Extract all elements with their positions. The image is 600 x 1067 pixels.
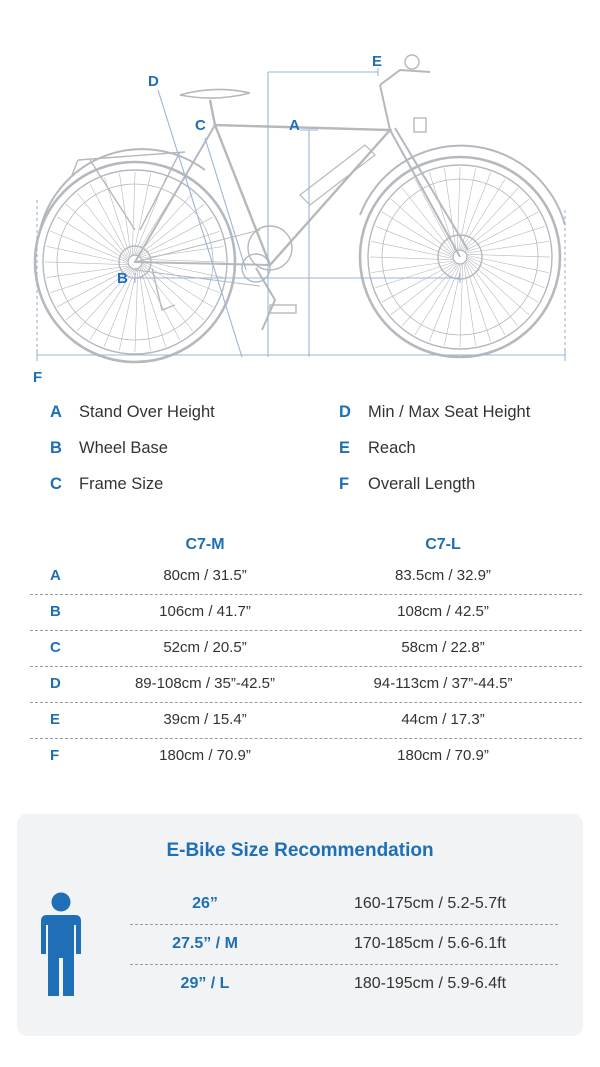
- legend-item-f: [339, 475, 475, 494]
- legend-label: Overall Length: [368, 475, 476, 493]
- value-l: 83.5cm / 32.9”: [395, 567, 491, 584]
- value-l: 94-113cm / 37”-44.5”: [373, 675, 513, 692]
- legend-item-d: [339, 403, 530, 422]
- size-recommendation-panel: [17, 814, 583, 1036]
- value-m: 80cm / 31.5”: [163, 567, 247, 584]
- value-l: 108cm / 42.5”: [397, 603, 489, 620]
- column-header-m: C7-M: [185, 536, 225, 553]
- value-l: 44cm / 17.3”: [401, 711, 485, 728]
- legend-letter: E: [339, 439, 351, 457]
- legend-letter: A: [50, 403, 62, 421]
- legend-letter: C: [50, 475, 62, 493]
- label-c: C: [195, 117, 206, 134]
- legend-label: Frame Size: [79, 475, 164, 493]
- legend-letter: D: [339, 403, 351, 421]
- table-row: [30, 558, 582, 595]
- label-e: E: [372, 53, 383, 70]
- value-l: 180cm / 70.9”: [397, 747, 489, 764]
- bike-size: 27.5” / M: [172, 935, 238, 952]
- table-row: [30, 666, 582, 703]
- table-row: [30, 630, 582, 667]
- bike-illustration: [35, 55, 565, 362]
- legend-item-b: [50, 439, 168, 458]
- row-label: C: [50, 639, 61, 656]
- table-row: [30, 702, 582, 739]
- value-m: 89-108cm / 35”-42.5”: [134, 675, 276, 692]
- value-l: 58cm / 22.8”: [401, 639, 485, 656]
- recommendation-title: E-Bike Size Recommendation: [166, 840, 434, 861]
- value-m: 52cm / 20.5”: [163, 639, 247, 656]
- legend-item-e: [339, 439, 416, 458]
- bike-geometry-diagram: [0, 0, 600, 390]
- table-row: [130, 924, 558, 965]
- value-m: 39cm / 15.4”: [163, 711, 247, 728]
- table-row: [130, 964, 558, 1004]
- legend-label: Reach: [368, 439, 416, 457]
- legend-item-c: [50, 475, 163, 494]
- row-label: F: [50, 747, 60, 764]
- bike-size: 29” / L: [180, 975, 230, 992]
- rider-height: 160-175cm / 5.2-5.7ft: [353, 895, 507, 912]
- table-row: [130, 884, 558, 925]
- value-m: 180cm / 70.9”: [159, 747, 251, 764]
- row-label: D: [50, 675, 61, 692]
- legend-item-a: [50, 403, 215, 422]
- row-label: B: [50, 603, 61, 620]
- label-b: B: [117, 270, 128, 287]
- legend-label: Wheel Base: [79, 439, 168, 457]
- table-row: [30, 738, 582, 774]
- label-d: D: [148, 73, 159, 90]
- legend-letter: F: [339, 475, 350, 493]
- bike-size: 26”: [192, 895, 218, 912]
- value-m: 106cm / 41.7”: [159, 603, 251, 620]
- row-label: E: [50, 711, 61, 728]
- row-label: A: [50, 567, 61, 584]
- rider-height: 180-195cm / 5.9-6.4ft: [353, 975, 507, 992]
- dimension-labels: [33, 53, 382, 386]
- rider-height: 170-185cm / 5.6-6.1ft: [353, 935, 507, 952]
- legend-letter: B: [50, 439, 62, 457]
- label-a: A: [289, 117, 300, 134]
- label-f: F: [33, 369, 43, 386]
- legend-label: Stand Over Height: [79, 403, 215, 421]
- column-header-l: C7-L: [425, 536, 461, 553]
- legend-label: Min / Max Seat Height: [368, 403, 531, 421]
- person-icon: [39, 892, 83, 998]
- table-row: [30, 594, 582, 631]
